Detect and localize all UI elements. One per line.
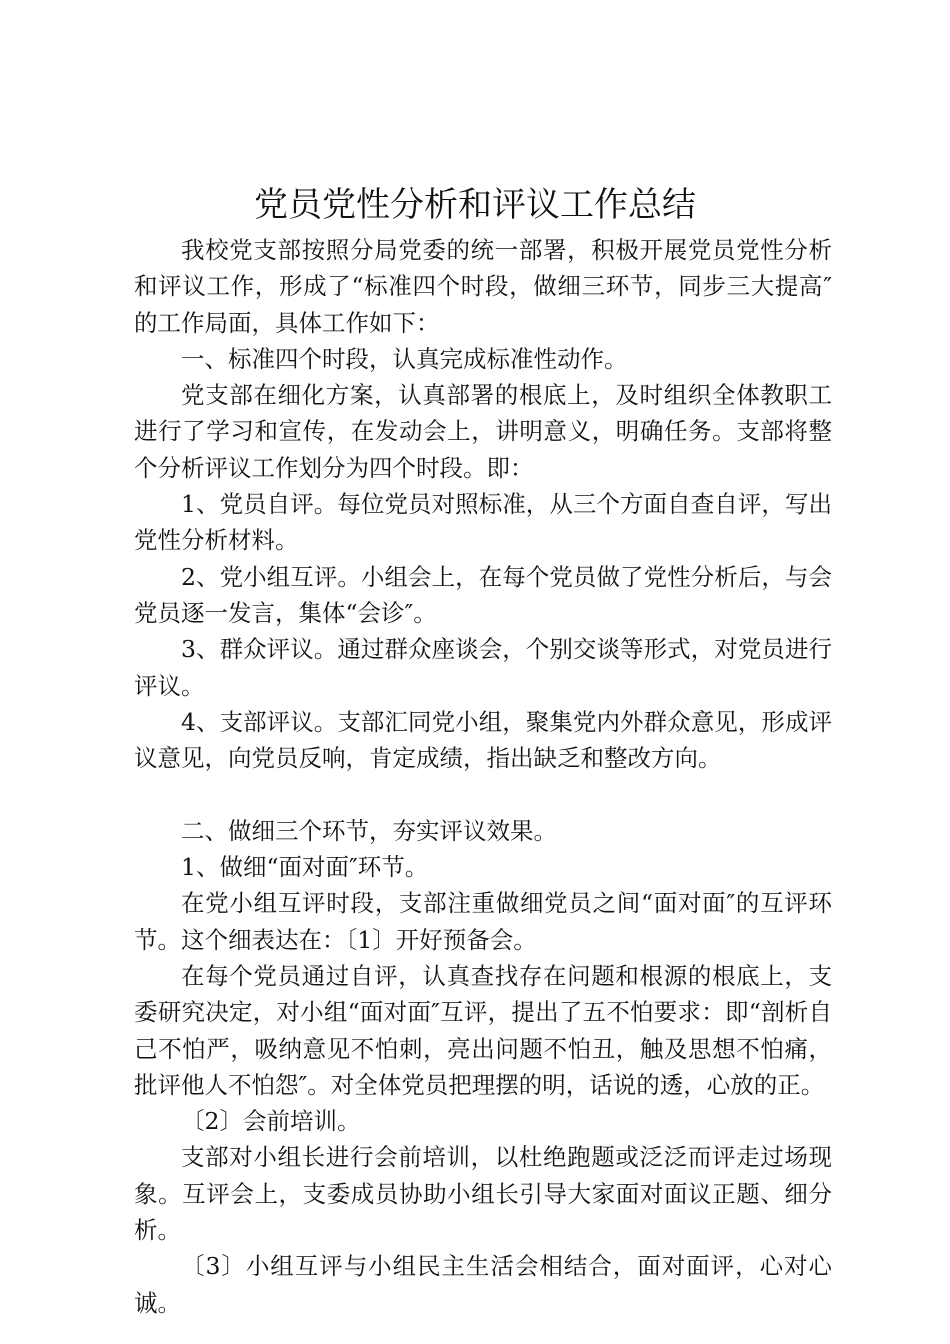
- paragraph: 在每个党员通过自评，认真查找存在问题和根源的根底上，支委研究决定，对小组“面对面″互评，提出了五不怕要求：即“剖析自己不怕严，吸纳意见不怕刺，亮出问题不怕丑，触及思想不怕痛，批评他人不怕怨″。对全体党员把理摆的明，话说的透，心放的正。: [134, 961, 832, 1099]
- paragraph-gap: [134, 776, 832, 812]
- subsection-heading: 〔2〕会前培训。: [181, 1107, 361, 1136]
- section-heading-2: 二、做细三个环节，夯实评议效果。: [181, 816, 557, 845]
- paragraph: 〔3〕小组互评与小组民主生活会相结合，面对面评，心对心诚。: [134, 1252, 832, 1317]
- list-item: 2、党小组互评。小组会上，在每个党员做了党性分析后，与会党员逐一发言，集体“会诊″。: [134, 562, 832, 627]
- document-body: [134, 232, 832, 1321]
- paragraph: 党支部在细化方案，认真部署的根底上，及时组织全体教职工进行了学习和宣传，在发动会上，讲明意义，明确任务。支部将整个分析评议工作划分为四个时段。即：: [134, 381, 832, 482]
- subsection-heading: 1、做细“面对面″环节。: [181, 853, 429, 882]
- paragraph: 在党小组互评时段，支部注重做细党员之间“面对面″的互评环节。这个细表达在：〔1〕开好预备会。: [134, 889, 832, 954]
- list-item: 3、群众评议。通过群众座谈会，个别交谈等形式，对党员进行评议。: [134, 635, 832, 700]
- document-title: 党员党性分析和评议工作总结: [254, 185, 696, 225]
- list-item: 4、支部评议。支部汇同党小组，聚集党内外群众意见，形成评议意见，向党员反响，肯定成绩，指出缺乏和整改方向。: [134, 707, 832, 773]
- list-item: 1、党员自评。每位党员对照标准，从三个方面自查自评，写出党性分析材料。: [134, 490, 832, 555]
- paragraph-intro: 我校党支部按照分局党委的统一部署，积极开展党员党性分析和评议工作，形成了“标准四个时段，做细三环节，同步三大提高″的工作局面，具体工作如下：: [134, 236, 832, 337]
- paragraph: 支部对小组长进行会前培训，以杜绝跑题或泛泛而评走过场现象。互评会上，支委成员协助小组长引导大家面对面议正题、细分析。: [134, 1143, 832, 1245]
- section-heading-1: 一、标准四个时段，认真完成标准性动作。: [181, 344, 628, 373]
